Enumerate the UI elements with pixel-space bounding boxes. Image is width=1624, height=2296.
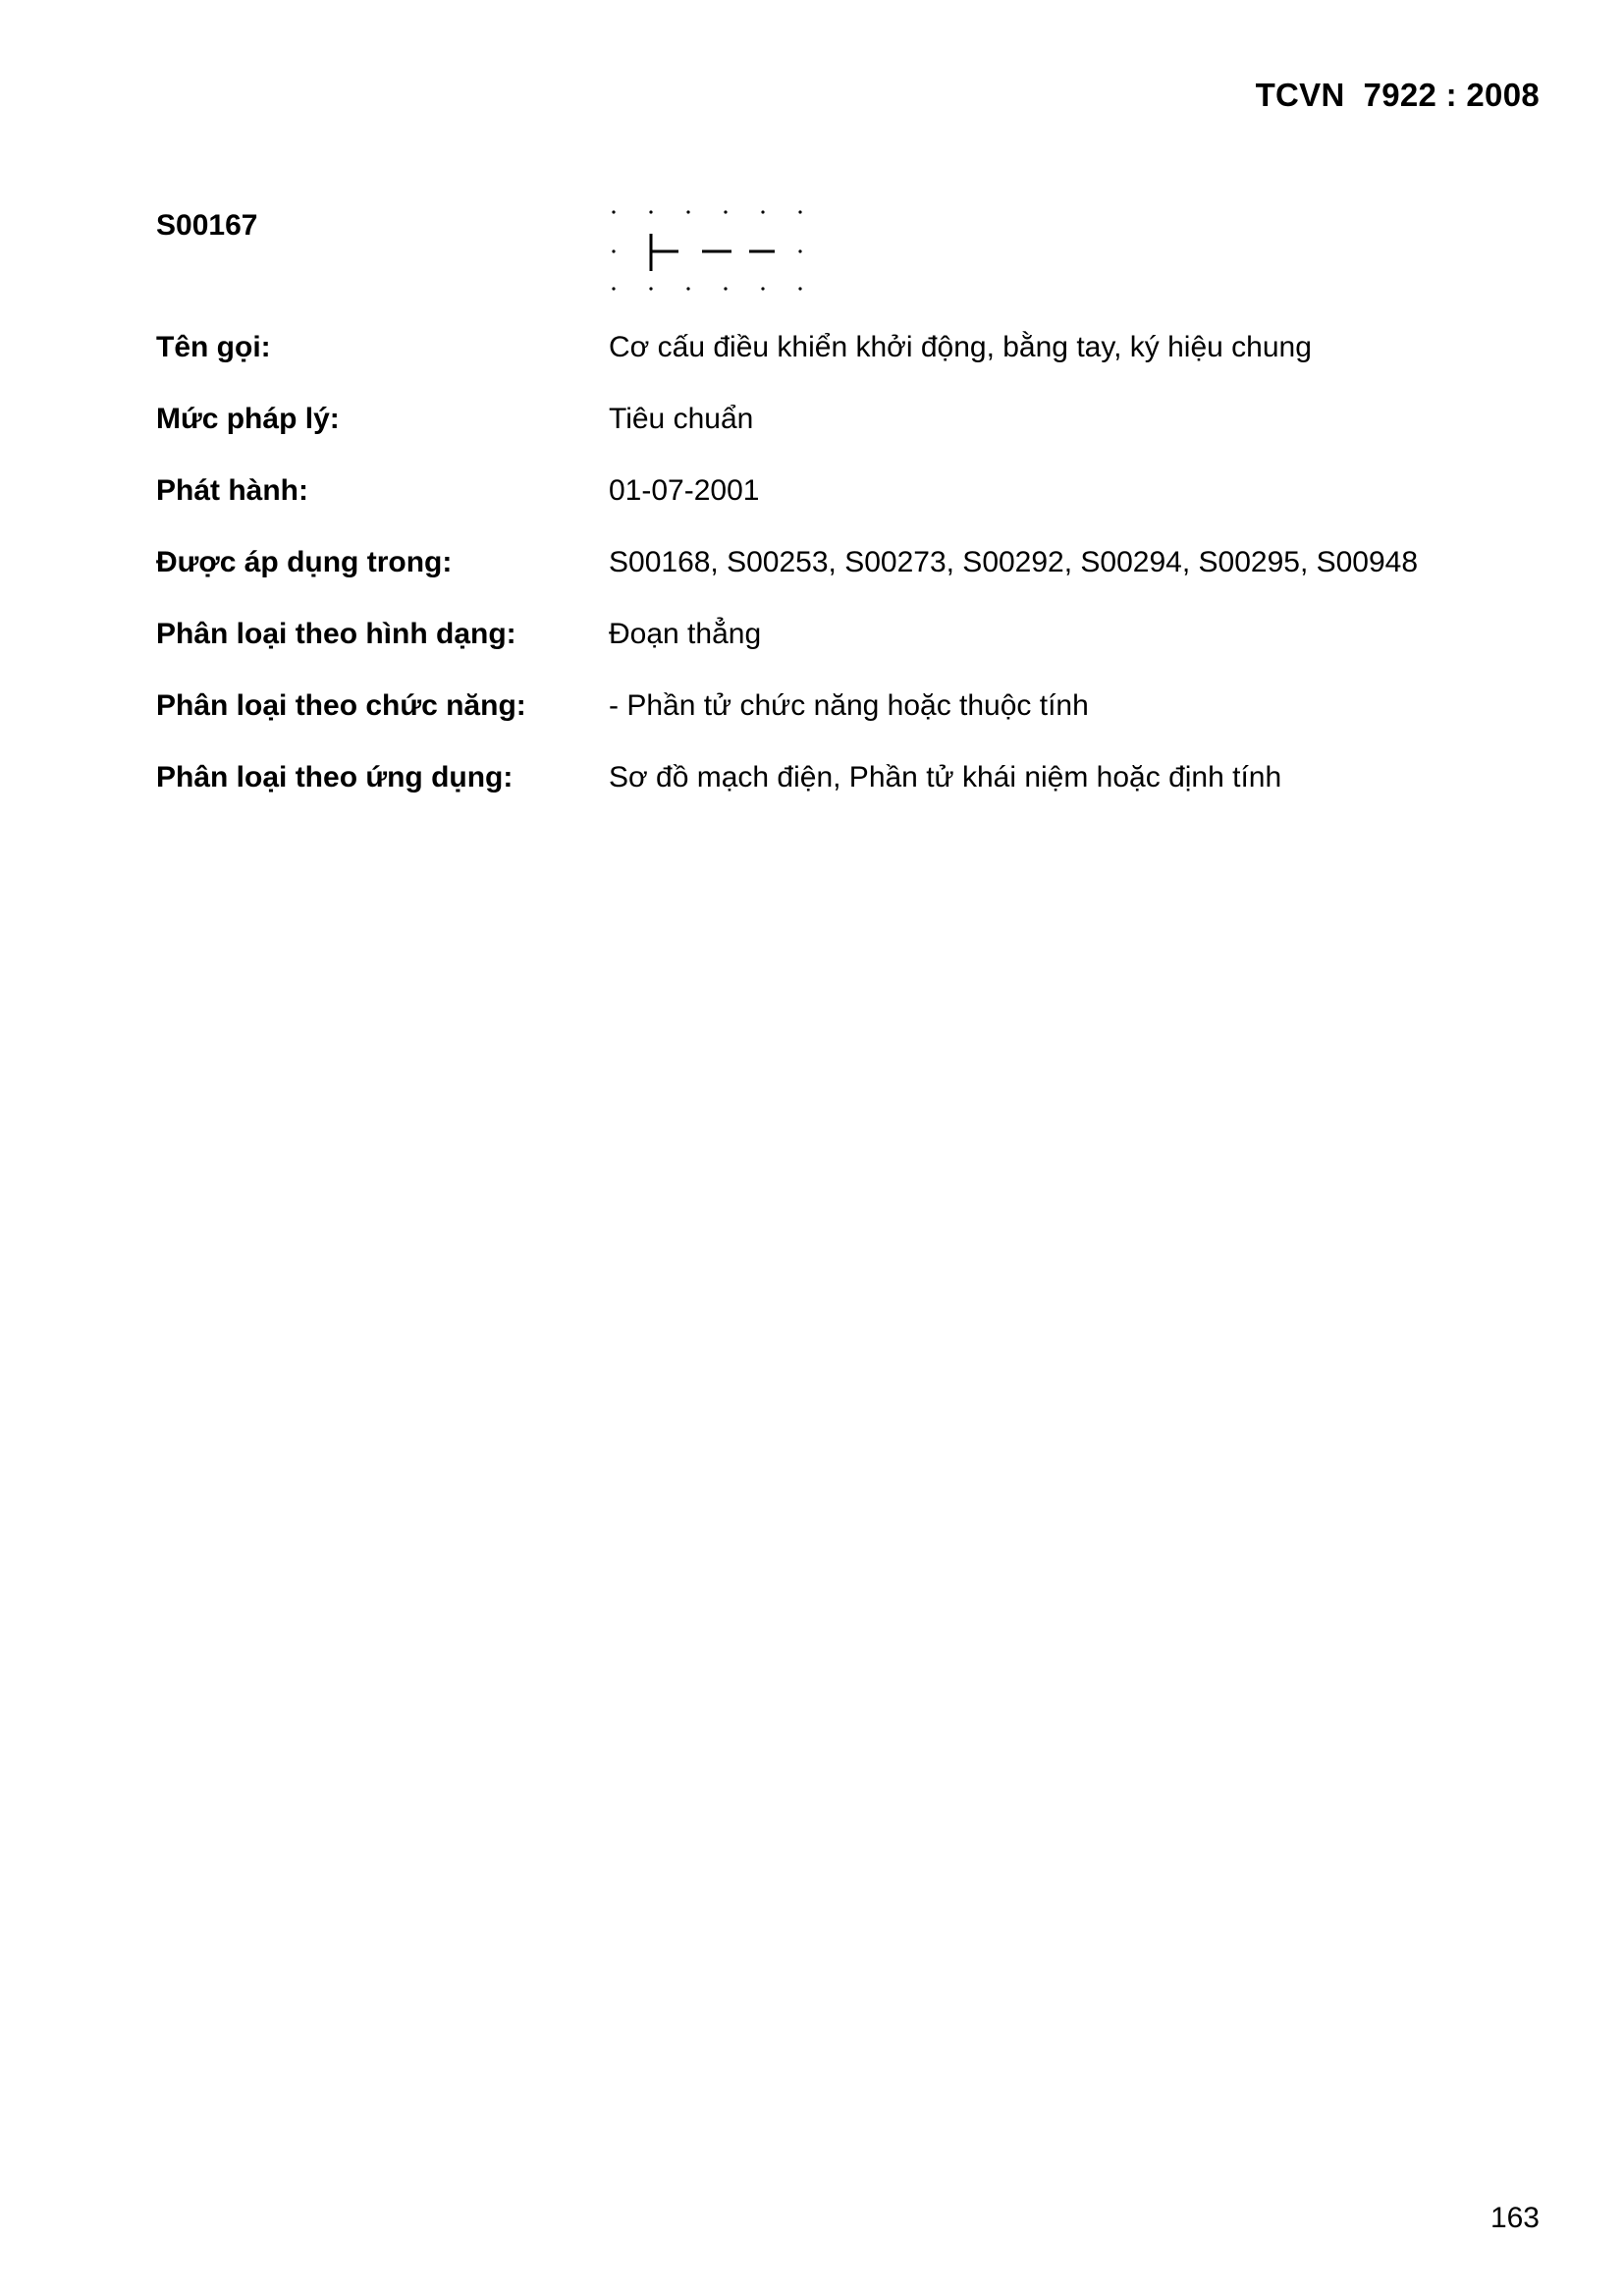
field-value: - Phần tử chức năng hoặc thuộc tính (609, 689, 1089, 722)
page-number: 163 (1489, 2202, 1540, 2234)
field-label: Tên gọi: (156, 331, 271, 363)
field-label: Phát hành: (156, 474, 308, 507)
field-value: Sơ đồ mạch điện, Phần tử khái niệm hoặc định tính (609, 761, 1282, 793)
field-value: Cơ cấu điều khiển khởi động, bằng tay, ký hiệu chung (609, 331, 1312, 363)
field-value: S00168, S00253, S00273, S00292, S00294, S00295, S00948 (609, 546, 1419, 578)
manual-actuator-symbol-icon (604, 196, 830, 304)
field-row-name (156, 331, 1550, 403)
field-label: Mức pháp lý: (156, 403, 340, 435)
field-row-shape-class (156, 618, 1550, 689)
field-label: Phân loại theo chức năng: (156, 689, 526, 722)
field-row-applied-in (156, 546, 1550, 618)
actuator-lines (651, 234, 775, 271)
standard-header: TCVN 7922 : 2008 (1255, 77, 1540, 113)
field-row-application-class (156, 761, 1550, 833)
field-label: Phân loại theo ứng dụng: (156, 761, 514, 793)
field-value: Tiêu chuẩn (609, 403, 754, 435)
field-row-legal-level (156, 403, 1550, 474)
field-value: Đoạn thẳng (609, 618, 762, 650)
field-label: Được áp dụng trong: (156, 546, 453, 578)
field-row-function-class (156, 689, 1550, 761)
field-table (156, 331, 1550, 833)
symbol-code: S00167 (156, 209, 258, 242)
field-label: Phân loại theo hình dạng: (156, 618, 516, 650)
field-value: 01-07-2001 (609, 474, 760, 507)
field-row-issued (156, 474, 1550, 546)
